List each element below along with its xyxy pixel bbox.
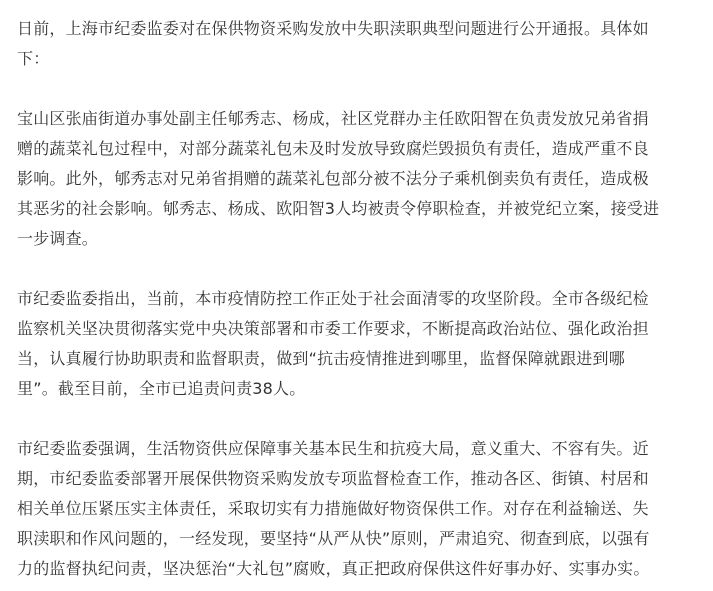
- article-body: [17, 14, 700, 584]
- paragraph-intro: 日前，上海市纪委监委对在保供物资采购发放中失职渎职典型问题进行公开通报。具体如 下：: [17, 19, 649, 68]
- paragraph-spacer: [17, 254, 700, 284]
- paragraph-baoshan-case: 宝山区张庙街道办事处副主任郇秀志、杨成，社区党群办主任欧阳智在负责发放兄弟省捐 赠的蔬菜礼包过程中，对部分蔬菜礼包未及时发放导致腐烂毁损负有责任，造成严重不良 影响。此外，郇秀志对兄弟省捐赠的蔬菜礼包部分被不法分子乘机倒卖负有责任，造成极 其恶劣的社会影响。郇秀志、杨成、欧阳智3人均被责令停职检查，并被党纪立案，接受进 一步调查。: [17, 109, 660, 248]
- paragraph-commission-emphasis: 市纪委监委强调，生活物资供应保障事关基本民生和抗疫大局，意义重大、不容有失。近 期，市纪委监委部署开展保供物资采购发放专项监督检查工作，推动各区、街镇、村居和 相关单位压紧压实主体责任，采取切实有力措施做好物资保供工作。对存在利益输送、失 职渎职和作风问题的，一经发现，要坚持“从严从快”原则，严肃追究、彻查到底，以强有 力的监督执纪问责，坚决惩治“大礼包”腐败，真正把政府保供这件好事办好、实事办实。: [17, 439, 650, 578]
- paragraph-spacer: [17, 404, 700, 434]
- paragraph-spacer: [17, 74, 700, 104]
- paragraph-commission-statement: 市纪委监委指出，当前，本市疫情防控工作正处于社会面清零的攻坚阶段。全市各级纪检 监察机关坚决贯彻落实党中央决策部署和市委工作要求，不断提高政治站位、强化政治担 当，认真履行协助职责和监督职责，做到“抗击疫情推进到哪里，监督保障就跟进到哪 里”。截至目前，全市已追责问责38人。: [17, 289, 649, 398]
